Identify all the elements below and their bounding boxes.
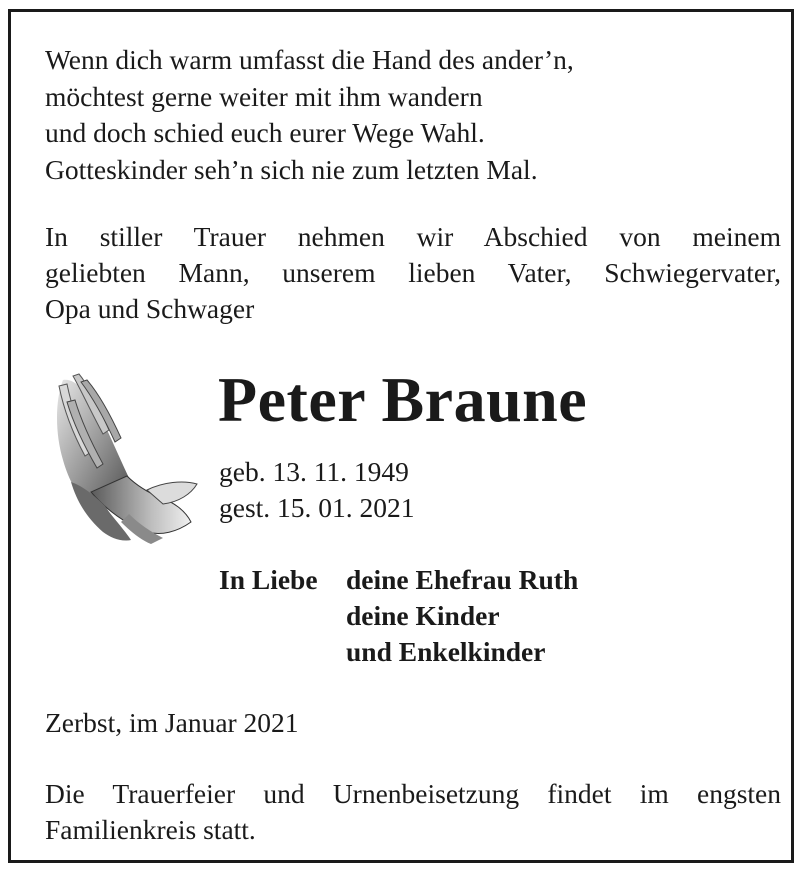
mourner-line: deine Ehefrau Ruth <box>346 564 579 595</box>
mourner-line: und Enkelkinder <box>346 636 546 667</box>
poem-line: Wenn dich warm umfasst die Hand des ander’n, <box>45 44 574 75</box>
mourners <box>219 562 579 670</box>
life-dates <box>219 454 415 526</box>
footer-line: Familienkreis statt. <box>45 814 256 845</box>
funeral-notice <box>45 776 781 848</box>
obituary-frame <box>8 9 794 863</box>
birth-date: geb. 13. 11. 1949 <box>219 456 409 487</box>
footer-line: Die Trauerfeier und Urnenbeisetzung findet im engsten <box>45 778 781 809</box>
intro-text <box>45 219 781 327</box>
death-date: gest. 15. 01. 2021 <box>219 492 415 523</box>
poem <box>45 42 574 188</box>
mourner-line: deine Kinder <box>346 600 500 631</box>
place-date: Zerbst, im Januar 2021 <box>45 707 299 738</box>
deceased-name: Peter Braune <box>218 364 588 435</box>
poem-line: möchtest gerne weiter mit ihm wandern <box>45 80 483 112</box>
poem-line: Gotteskinder seh’n sich nie zum letzten Mal. <box>45 153 538 185</box>
intro-line: In stiller Trauer nehmen wir Abschied von meinem <box>45 221 781 252</box>
intro-line: geliebten Mann, unserem lieben Vater, Schwiegervater, <box>45 257 781 288</box>
praying-hands-icon <box>51 372 201 547</box>
mourners-lead: In Liebe <box>219 564 318 595</box>
intro-line: Opa und Schwager <box>45 293 255 324</box>
poem-line: und doch schied euch eurer Wege Wahl. <box>45 117 485 148</box>
